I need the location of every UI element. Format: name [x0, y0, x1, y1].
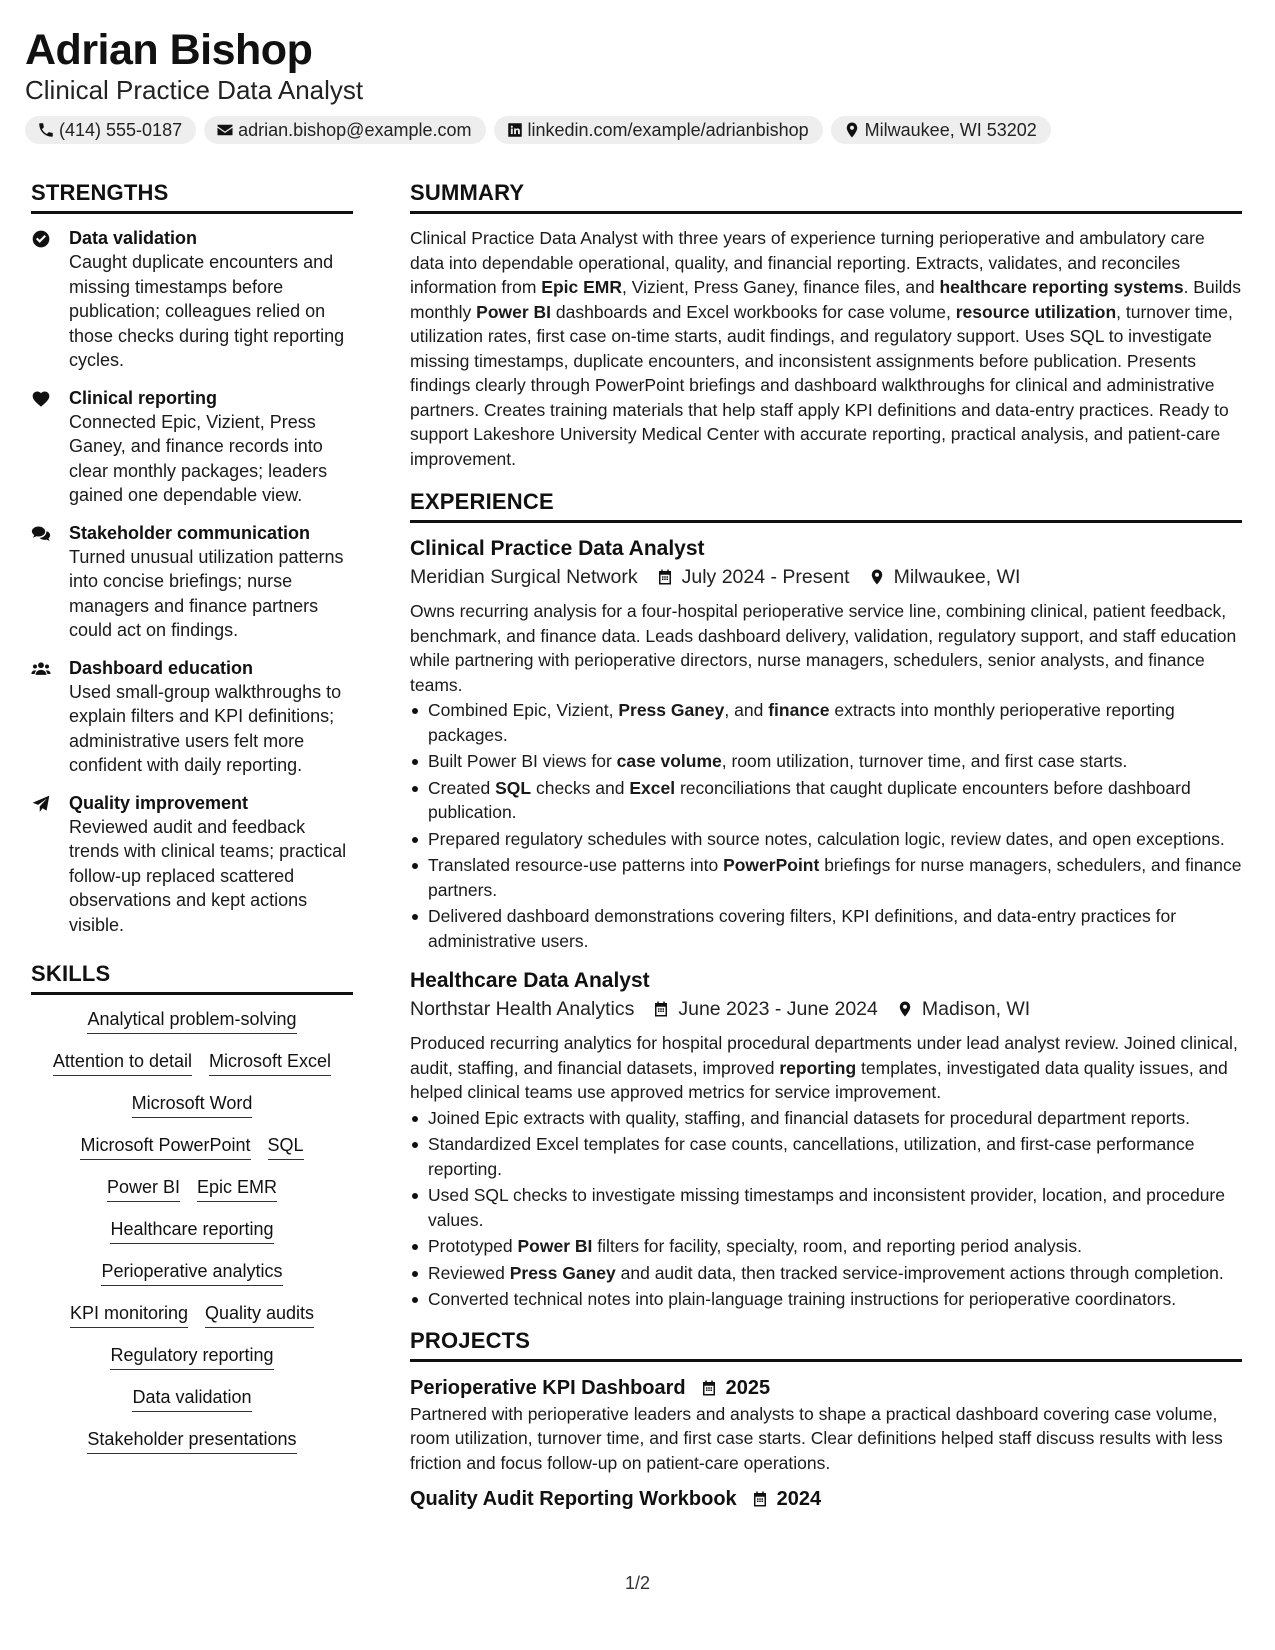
candidate-title: Clinical Practice Data Analyst — [25, 75, 364, 105]
job-bullet: Prepared regulatory schedules with source notes, calculation logic, review dates, and open exceptions. — [410, 827, 1242, 852]
job-bullet: Joined Epic extracts with quality, staffing, and financial datasets for procedural department reports. — [410, 1106, 1242, 1131]
project-header — [410, 1374, 1242, 1402]
job-bullets — [410, 698, 1242, 953]
skills-row — [132, 1385, 251, 1412]
strength-body — [69, 386, 353, 508]
comments-icon — [31, 521, 69, 643]
linkedin-icon — [506, 121, 528, 139]
skill-tag: Perioperative analytics — [101, 1259, 282, 1286]
page-number: 1/2 — [624, 1573, 651, 1593]
contact-chip[interactable] — [25, 116, 196, 144]
projects-heading: PROJECTS — [410, 1326, 1242, 1362]
strength-body — [69, 521, 353, 643]
strength-description: Caught duplicate encounters and missing timestamps before publication; colleagues relied on those checks during tight reporting cycles. — [69, 252, 345, 370]
job-dates: July 2024 - Present — [681, 566, 850, 588]
skills-row — [87, 1427, 296, 1454]
skills-row — [87, 1007, 296, 1034]
check-circle-icon — [31, 226, 69, 373]
strength-title: Quality improvement — [69, 792, 249, 813]
skill-tag: Attention to detail — [53, 1049, 192, 1076]
job-bullets — [410, 1106, 1242, 1312]
strength-description: Turned unusual utilization patterns into concise briefings; nurse managers and finance partners could act on findings. — [69, 546, 344, 640]
skills-row — [107, 1175, 277, 1202]
right-column — [410, 178, 1242, 1523]
project-entry — [410, 1374, 1242, 1476]
skills-row — [110, 1343, 273, 1370]
strength-description: Used small-group walkthroughs to explain filters and KPI definitions; administrative users felt more confident with daily reporting. — [69, 681, 342, 775]
skill-tag: Epic EMR — [197, 1175, 277, 1202]
skill-tag: Healthcare reporting — [110, 1217, 273, 1244]
strengths-heading: STRENGTHS — [31, 178, 353, 214]
contact-chip[interactable] — [204, 116, 485, 144]
job-meta — [410, 995, 1242, 1023]
contact-bar — [25, 116, 1250, 144]
contact-text[interactable]: Milwaukee, WI 53202 — [864, 119, 1037, 140]
strength-title: Dashboard education — [69, 657, 254, 678]
skills-row — [110, 1217, 273, 1244]
job-bullet: Created SQL checks and Excel reconciliations that caught duplicate encounters before dashboard publication. — [410, 776, 1242, 825]
job-dates: June 2023 - June 2024 — [678, 998, 878, 1020]
calendar-icon — [638, 568, 682, 586]
calendar-icon — [737, 1490, 777, 1508]
skill-tag: KPI monitoring — [70, 1301, 188, 1328]
skill-tag: SQL — [268, 1133, 304, 1160]
strength-item — [31, 521, 353, 643]
paper-plane-icon — [31, 791, 69, 938]
job-bullet: Standardized Excel templates for case counts, cancellations, utilization, and first-case performance reporting. — [410, 1132, 1242, 1181]
job-bullet: Used SQL checks to investigate missing timestamps and inconsistent provider, location, and procedure values. — [410, 1183, 1242, 1232]
strength-body — [69, 656, 353, 778]
strength-title: Stakeholder communication — [69, 522, 311, 543]
job-title: Clinical Practice Data Analyst — [410, 537, 705, 560]
job-company: Northstar Health Analytics — [410, 998, 635, 1020]
skill-tag: Microsoft Word — [132, 1091, 253, 1118]
heart-icon — [31, 386, 69, 508]
job-title: Healthcare Data Analyst — [410, 969, 650, 992]
strength-item — [31, 656, 353, 778]
job-company: Meridian Surgical Network — [410, 566, 638, 588]
skill-tag: Regulatory reporting — [110, 1343, 273, 1370]
map-pin-icon — [843, 121, 865, 139]
strength-item — [31, 226, 353, 373]
job-bullet: Reviewed Press Ganey and audit data, then tracked service-improvement actions through completion. — [410, 1261, 1242, 1286]
strength-body — [69, 226, 353, 373]
contact-chip[interactable] — [831, 116, 1051, 144]
skills-row — [101, 1259, 282, 1286]
job-bullet: Combined Epic, Vizient, Press Ganey, and finance extracts into monthly perioperative reporting packages. — [410, 698, 1242, 747]
job-description: Owns recurring analysis for a four-hospital perioperative service line, combining clinical, patient feedback, benchmark, and finance data. Leads dashboard delivery, validation, regulatory support, and staff education while partnering with perioperative directors, nurse managers, schedulers, senior analysts, and finance teams. — [410, 601, 1237, 695]
calendar-icon — [634, 1000, 678, 1018]
job-description: Produced recurring analytics for hospital procedural departments under lead analyst review. Joined clinical, audit, staffing, and financial datasets, improved reporting templates, investigated data quality issues, and helped clinical teams use approved metrics for service improvement. — [410, 1033, 1238, 1102]
skills-heading: SKILLS — [31, 959, 353, 995]
experience-heading: EXPERIENCE — [410, 487, 1242, 523]
summary-heading: SUMMARY — [410, 178, 1242, 214]
job-meta — [410, 563, 1242, 591]
users-icon — [31, 656, 69, 778]
skills-section — [31, 959, 353, 1469]
skill-tag: Stakeholder presentations — [87, 1427, 296, 1454]
map-pin-icon — [878, 1000, 922, 1018]
strength-title: Clinical reporting — [69, 387, 218, 408]
skills-row — [80, 1133, 303, 1160]
job-bullet: Prototyped Power BI filters for facility, specialty, room, and reporting period analysis. — [410, 1234, 1242, 1259]
contact-text[interactable]: (414) 555-0187 — [59, 119, 183, 140]
strength-item — [31, 791, 353, 938]
project-year: 2025 — [725, 1376, 771, 1399]
contact-text[interactable]: linkedin.com/example/adrianbishop — [527, 119, 809, 140]
skills-row — [70, 1301, 314, 1328]
projects-list — [410, 1374, 1242, 1514]
contact-chip[interactable] — [494, 116, 823, 144]
map-pin-icon — [850, 568, 894, 586]
strength-body — [69, 791, 353, 938]
project-title: Quality Audit Reporting Workbook — [410, 1488, 737, 1510]
left-column — [31, 178, 353, 1469]
strength-title: Data validation — [69, 228, 198, 248]
calendar-icon — [686, 1379, 726, 1397]
job-location: Milwaukee, WI — [893, 566, 1021, 588]
job-entry — [410, 535, 1242, 953]
project-header — [410, 1485, 1242, 1513]
strength-description: Connected Epic, Vizient, Press Ganey, and finance records into clear monthly packages; leaders gained one dependable view. — [69, 411, 328, 505]
summary-text: Clinical Practice Data Analyst with three years of experience turning perioperative and ambulatory care data into dependable operational, quality, and financial reporting. Extracts, validates, and reconciles information from Epic EMR, Vizient, Press Ganey, finance files, and healthcare reporting systems. Builds monthly Power BI dashboards and Excel workbooks for case volume, resource utilization, turnover time, utilization rates, first case on-time starts, audit findings, and regulatory support. Uses SQL to investigate missing timestamps, duplicate encounters, and inconsistent assignments before publication. Presents findings clearly through PowerPoint briefings and dashboard walkthroughs for clinical and administrative partners. Creates training materials that help staff apply KPI definitions and data-entry practices. Ready to support Lakeshore University Medical Center with accurate reporting, practical analysis, and patient-care improvement. — [410, 228, 1241, 469]
project-entry — [410, 1485, 1242, 1513]
strength-item — [31, 386, 353, 508]
skill-tag: Microsoft Excel — [209, 1049, 331, 1076]
job-bullet: Delivered dashboard demonstrations covering filters, KPI definitions, and data-entry practices for administrative users. — [410, 904, 1242, 953]
phone-icon — [37, 121, 59, 139]
job-location: Madison, WI — [921, 998, 1031, 1020]
strength-description: Reviewed audit and feedback trends with clinical teams; practical follow-up replaced scattered observations and kept actions visible. — [69, 816, 347, 935]
candidate-name: Adrian Bishop — [25, 26, 313, 74]
skill-tag: Analytical problem-solving — [87, 1007, 296, 1034]
skill-tag: Power BI — [107, 1175, 180, 1202]
strengths-list — [31, 226, 353, 937]
skills-row — [53, 1049, 331, 1076]
job-entry — [410, 967, 1242, 1312]
contact-text[interactable]: adrian.bishop@example.com — [238, 119, 472, 140]
project-year: 2024 — [776, 1488, 822, 1510]
job-bullet: Translated resource-use patterns into PowerPoint briefings for nurse managers, schedulers, and finance partners. — [410, 853, 1242, 902]
project-description: Partnered with perioperative leaders and analysts to shape a practical dashboard covering case volume, room utilization, turnover time, and first case starts. Clear definitions helped staff discuss results with less friction and focus follow-up on patient-care operations. — [410, 1403, 1223, 1473]
experience-list — [410, 535, 1242, 1312]
skills-list — [31, 1007, 353, 1469]
job-bullet: Built Power BI views for case volume, room utilization, turnover time, and first case starts. — [410, 749, 1242, 774]
project-title: Perioperative KPI Dashboard — [410, 1376, 686, 1399]
skill-tag: Data validation — [132, 1385, 251, 1412]
resume-header — [25, 24, 1250, 144]
envelope-icon — [216, 121, 238, 139]
job-bullet: Converted technical notes into plain-language training instructions for perioperative coordinators. — [410, 1287, 1242, 1312]
skill-tag: Microsoft PowerPoint — [80, 1133, 250, 1160]
skill-tag: Quality audits — [205, 1301, 314, 1328]
skills-row — [132, 1091, 253, 1118]
